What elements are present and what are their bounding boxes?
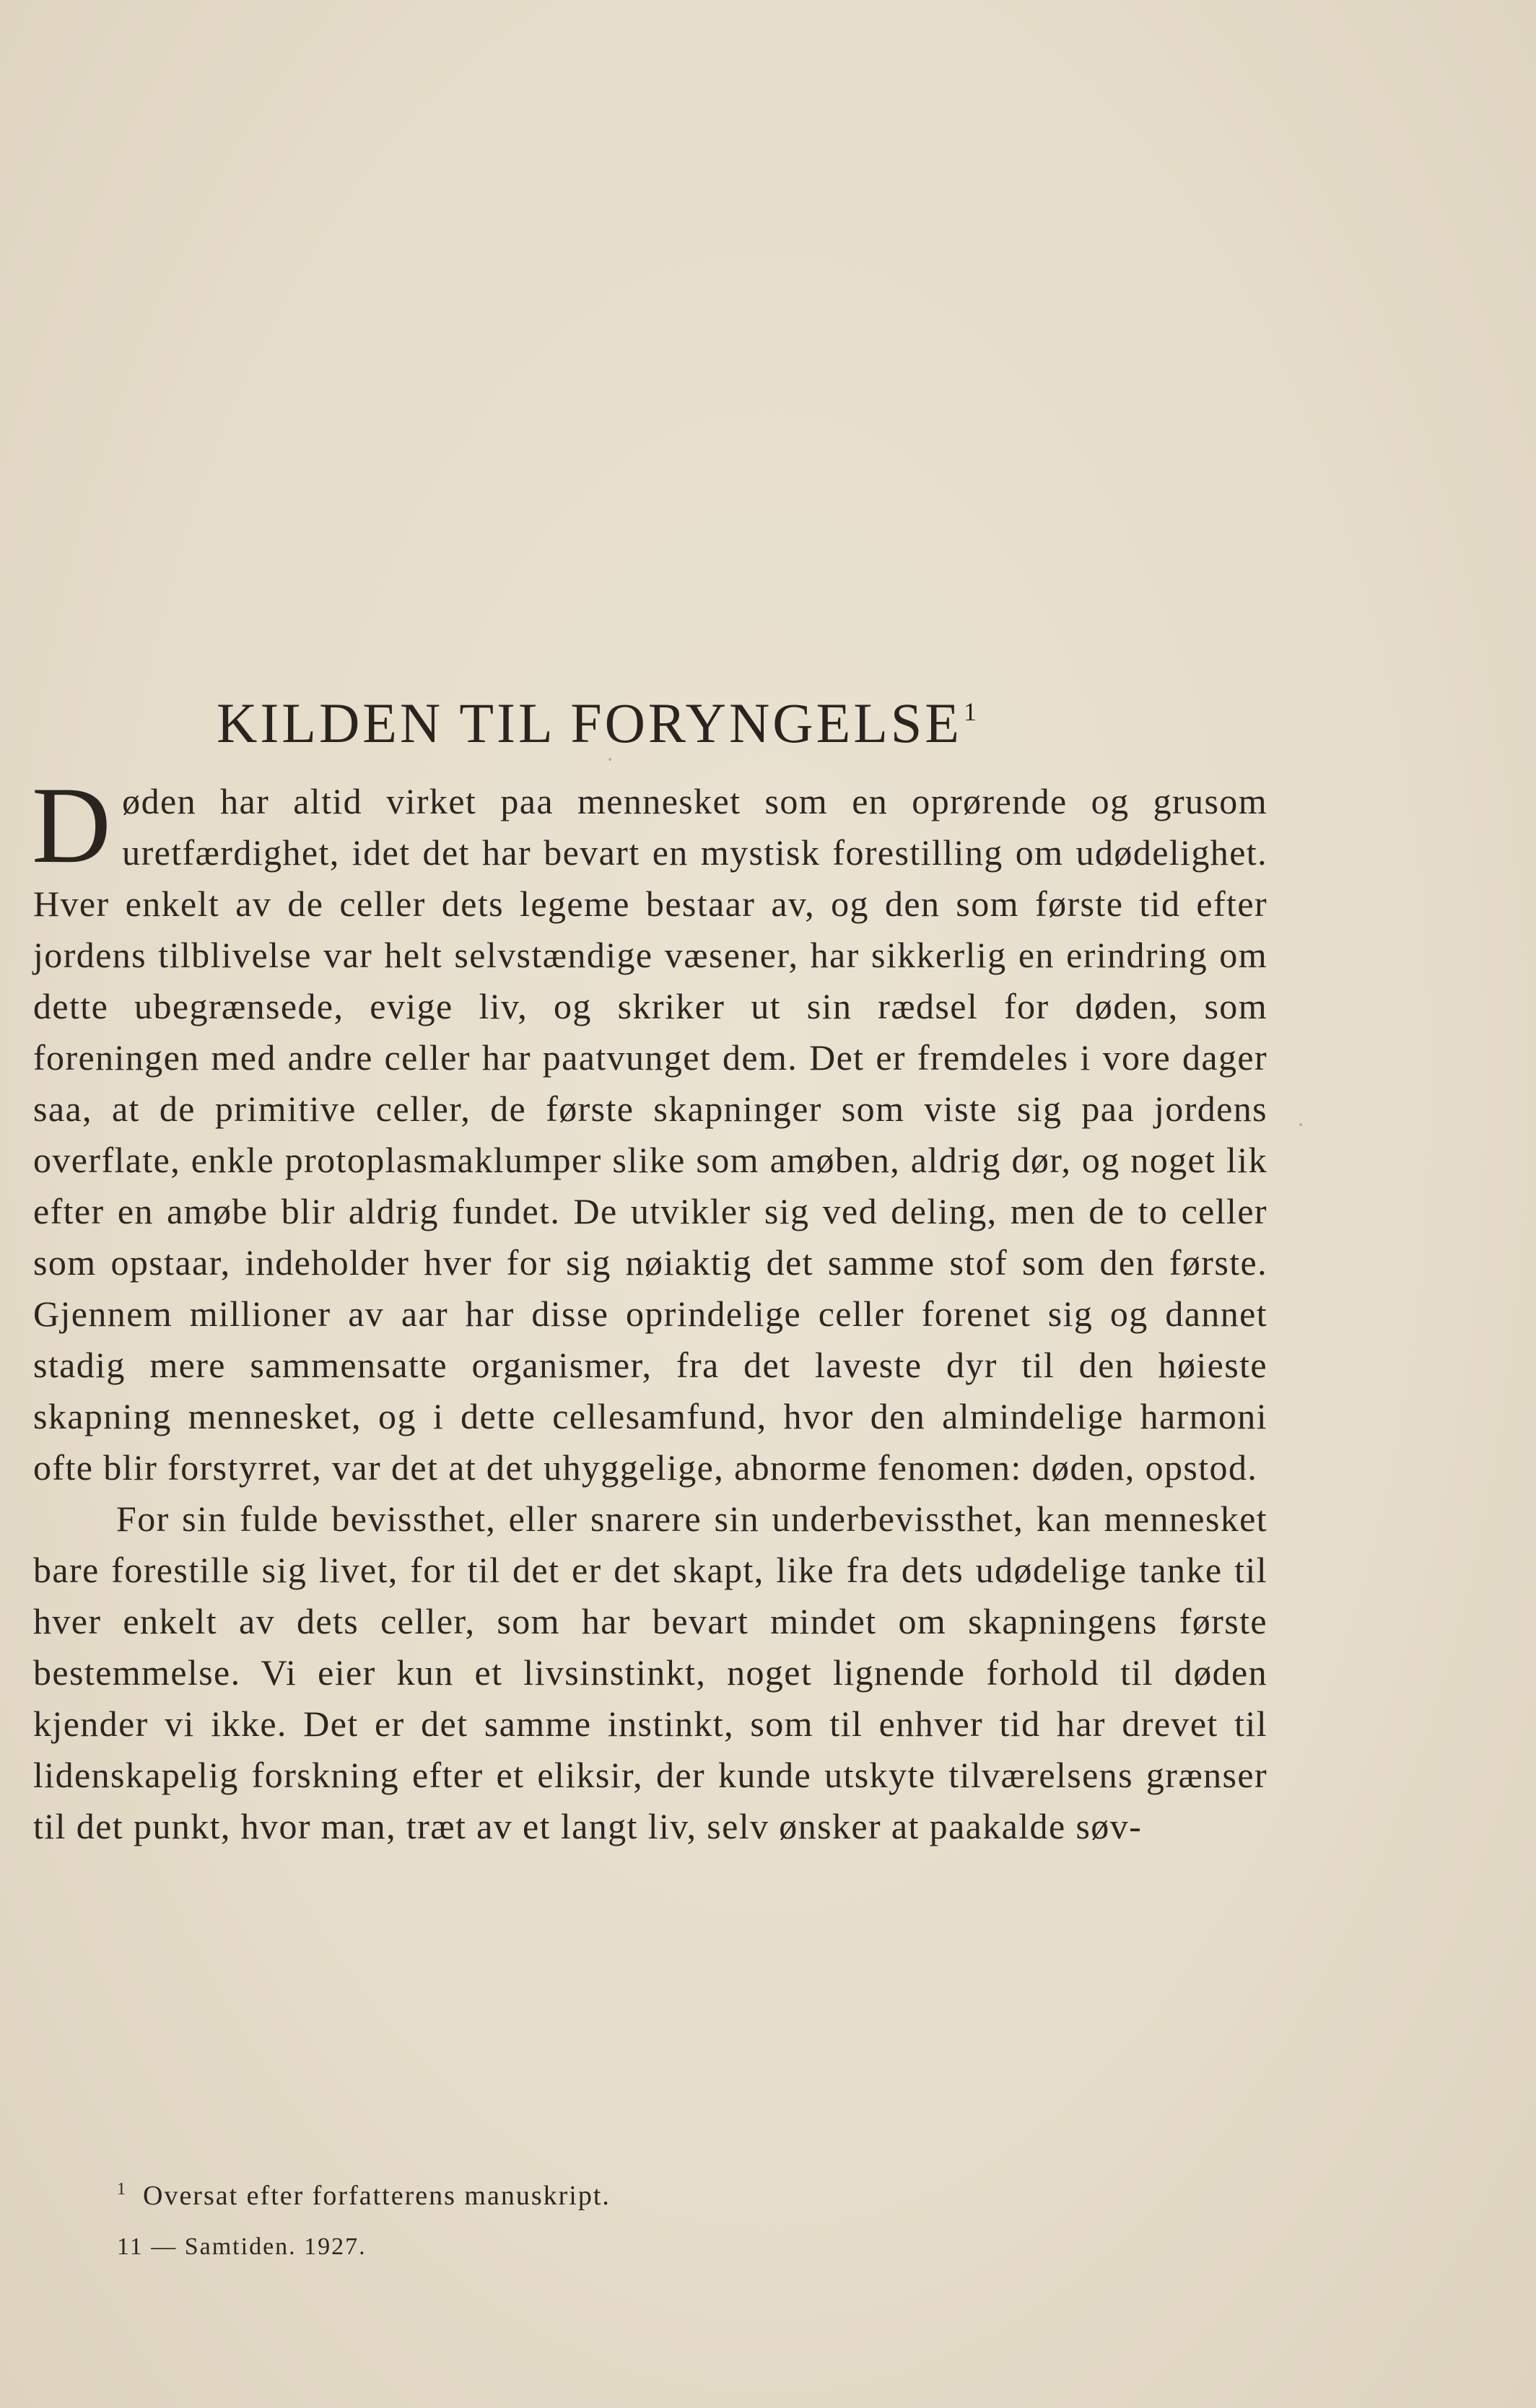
footnote-mark: 1 [117, 2180, 127, 2199]
article-title-text: KILDEN TIL FORYNGELSE [217, 692, 962, 755]
paper-speck [1299, 1123, 1302, 1126]
printer-signature: 11 — Samtiden. 1927. [117, 2233, 367, 2260]
article-body [32, 764, 1267, 1852]
paragraph-2 [33, 1493, 1267, 1852]
article-title [217, 691, 1155, 756]
paragraph-1-text: øden har altid virket paa mennesket som en oprørende og grusom uretfærdighet, idet det har bevart en mystisk forestilling om udødelighet. Hver enkelt av de celler dets legeme bestaar av, og den som første tid efter jordens tilblivelse var helt selvstændige væsener, har sikkerlig en erindring om dette ubegrænsede, evige liv, og skriker ut sin rædsel for døden, som foreningen med andre celler har paatvunget dem. Det er fremdeles i vore dager saa, at de primitive celler, de første skapninger som viste sig paa jordens overflate, enkle protoplasmaklumper slike som amøben, aldrig dør, og noget lik efter en amøbe blir aldrig fundet. De utvikler sig ved deling, men de to celler som opstaar, indeholder hver for sig nøiaktig det samme stof som den første. Gjennem millioner av aar har disse oprindelige celler forenet sig og dannet stadig mere sammensatte organismer, fra det laveste dyr til den høieste skapning mennesket, og i dette cellesamfund, hvor den almindelige harmoni ofte blir forstyrret, var det at det uhyggelige, abnorme fenomen: døden, opstod. [33, 781, 1267, 1488]
drop-cap: D [32, 764, 113, 886]
title-footnote-mark: 1 [963, 697, 979, 727]
footnote-text: Oversat efter forfatterens manuskript. [143, 2181, 611, 2211]
paragraph-1 [32, 764, 1267, 1493]
paper-speck [608, 758, 611, 761]
footnote [117, 2180, 1200, 2212]
paragraph-2-text: For sin fulde bevissthet, eller snarere sin underbevissthet, kan mennesket bare forestille sig livet, for til det er det skapt, like fra dets udødelige tanke til hver enkelt av dets celler, som har bevart mindet om skapningens første bestemmelse. Vi eier kun et livsinstinkt, noget lignende forhold til døden kjender vi ikke. Det er det samme instinkt, som til enhver tid har drevet til lidenskapelig forskning efter et eliksir, der kunde utskyte tilværelsens grænser til det punkt, hvor man, træt av et langt liv, selv ønsker at paakalde søv- [33, 1499, 1267, 1846]
